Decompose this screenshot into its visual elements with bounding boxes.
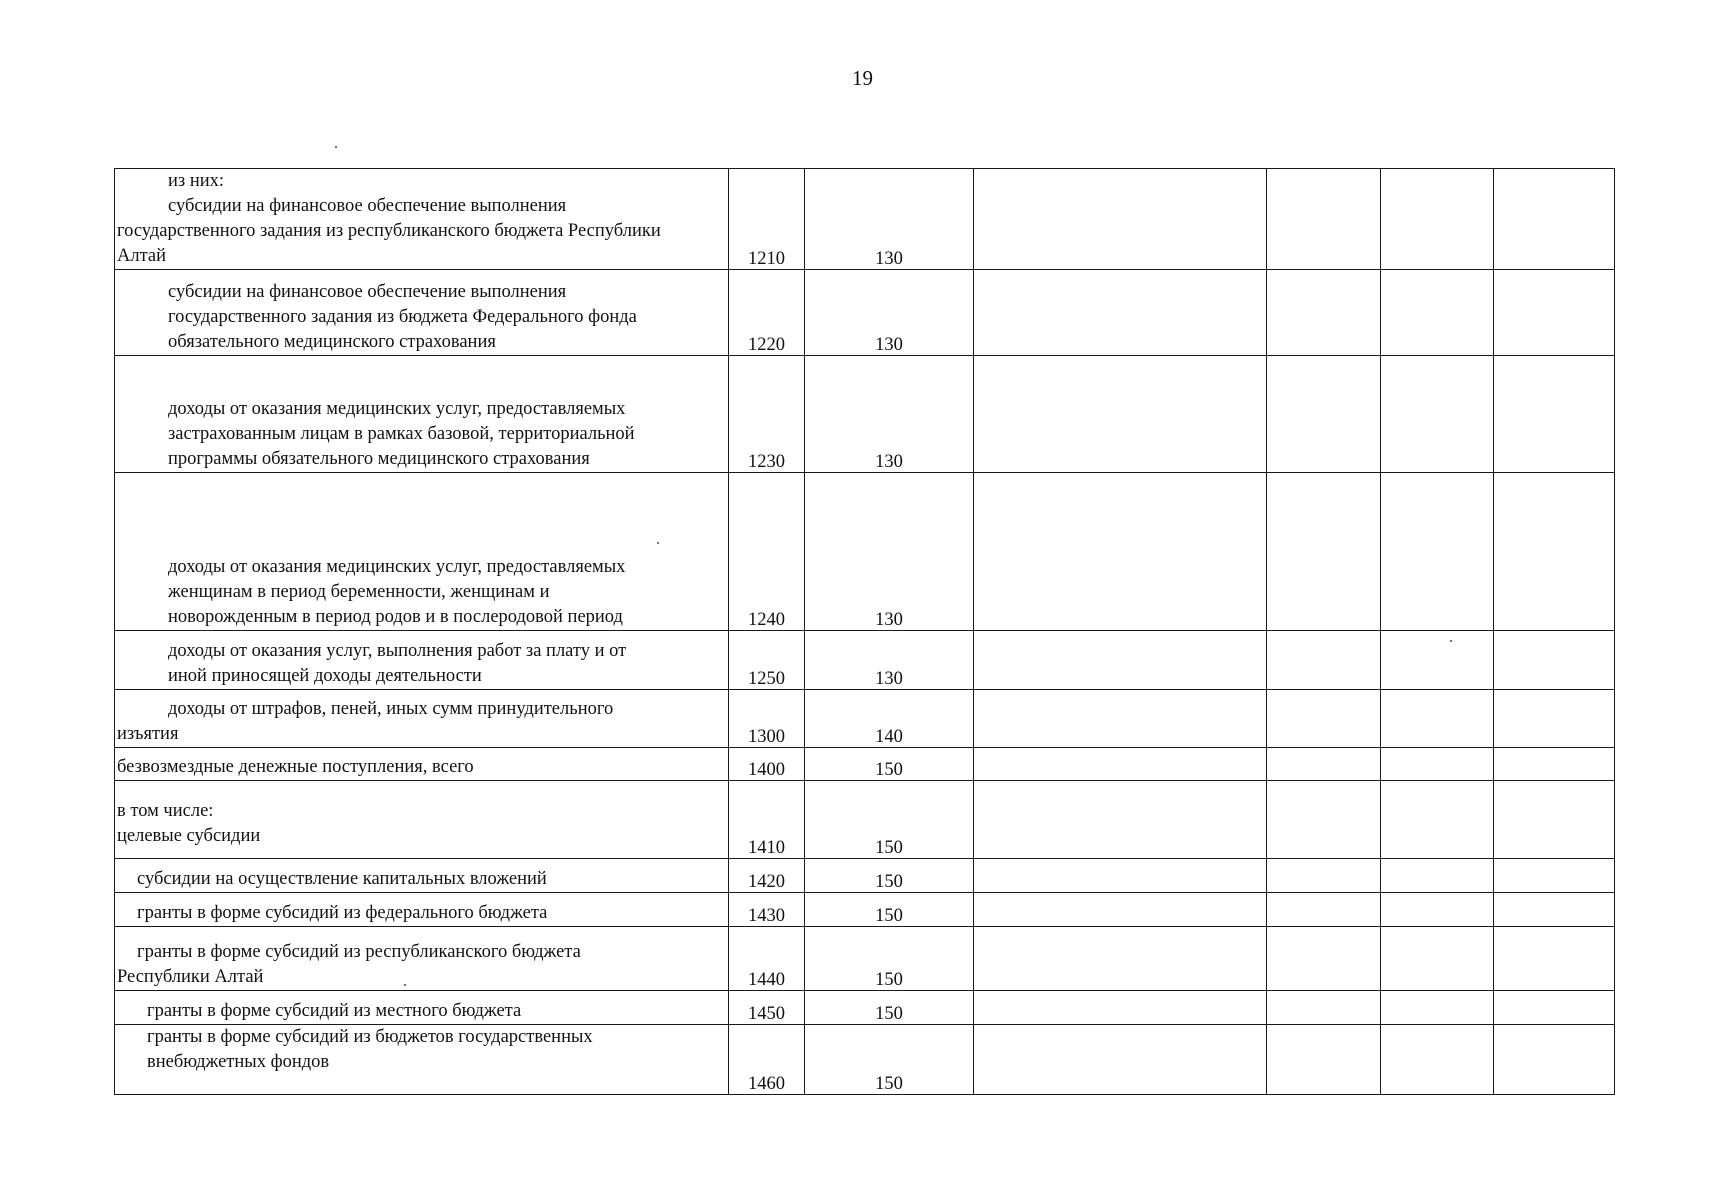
empty-cell — [1267, 781, 1381, 859]
empty-cell — [974, 991, 1267, 1025]
row-kosgu-code: 150 — [805, 927, 974, 991]
empty-cell — [1494, 859, 1615, 893]
empty-cell — [1267, 473, 1381, 631]
page-number: 19 — [852, 66, 873, 90]
empty-cell — [974, 690, 1267, 748]
row-description: из них: субсидии на финансовое обеспечение выполнения государственного задания из республиканского бюджета Республики Алтай — [115, 169, 729, 270]
scan-speck — [335, 146, 337, 148]
empty-cell — [1494, 893, 1615, 927]
empty-cell — [974, 1025, 1267, 1095]
empty-cell — [974, 893, 1267, 927]
empty-cell — [1381, 270, 1494, 356]
empty-cell — [1494, 631, 1615, 690]
empty-cell — [974, 748, 1267, 781]
row-code: 1420 — [729, 859, 805, 893]
row-kosgu-code: 130 — [805, 169, 974, 270]
table-row — [115, 270, 1615, 356]
row-code: 1400 — [729, 748, 805, 781]
row-description: субсидии на осуществление капитальных вложений — [115, 859, 729, 893]
empty-cell — [1494, 690, 1615, 748]
row-kosgu-code: 140 — [805, 690, 974, 748]
table-row — [115, 748, 1615, 781]
row-code: 1440 — [729, 927, 805, 991]
empty-cell — [1381, 781, 1494, 859]
table-row — [115, 1025, 1615, 1095]
empty-cell — [974, 859, 1267, 893]
table-row — [115, 631, 1615, 690]
empty-cell — [1267, 270, 1381, 356]
empty-cell — [1267, 631, 1381, 690]
empty-cell — [974, 473, 1267, 631]
row-code: 1210 — [729, 169, 805, 270]
empty-cell — [1267, 859, 1381, 893]
table-row — [115, 356, 1615, 473]
empty-cell — [1267, 927, 1381, 991]
empty-cell — [974, 270, 1267, 356]
empty-cell — [1494, 356, 1615, 473]
empty-cell — [974, 781, 1267, 859]
row-kosgu-code: 150 — [805, 1025, 974, 1095]
row-code: 1460 — [729, 1025, 805, 1095]
empty-cell — [1494, 927, 1615, 991]
empty-cell — [974, 169, 1267, 270]
empty-cell — [1494, 748, 1615, 781]
row-kosgu-code: 150 — [805, 781, 974, 859]
table-row — [115, 859, 1615, 893]
empty-cell — [1267, 169, 1381, 270]
budget-income-table — [114, 168, 1615, 1095]
row-description: доходы от оказания медицинских услуг, предоставляемых женщинам в период беременности, женщинам и новорожденным в период родов и в послеродовой период — [115, 473, 729, 631]
empty-cell — [1494, 1025, 1615, 1095]
table-row — [115, 927, 1615, 991]
row-code: 1300 — [729, 690, 805, 748]
row-code: 1220 — [729, 270, 805, 356]
empty-cell — [1494, 991, 1615, 1025]
empty-cell — [974, 356, 1267, 473]
row-description: доходы от оказания услуг, выполнения работ за плату и от иной приносящей доходы деятельности — [115, 631, 729, 690]
table-row — [115, 893, 1615, 927]
row-description: субсидии на финансовое обеспечение выполнения государственного задания из бюджета Федерального фонда обязательного медицинского страхования — [115, 270, 729, 356]
empty-cell — [1381, 991, 1494, 1025]
row-code: 1430 — [729, 893, 805, 927]
row-description: безвозмездные денежные поступления, всего — [115, 748, 729, 781]
empty-cell — [1267, 893, 1381, 927]
table-row — [115, 690, 1615, 748]
table-row — [115, 781, 1615, 859]
row-description: гранты в форме субсидий из федерального бюджета — [115, 893, 729, 927]
row-kosgu-code: 130 — [805, 473, 974, 631]
empty-cell — [1494, 781, 1615, 859]
empty-cell — [1267, 356, 1381, 473]
row-code: 1230 — [729, 356, 805, 473]
empty-cell — [1381, 690, 1494, 748]
empty-cell — [1494, 270, 1615, 356]
empty-cell — [1381, 859, 1494, 893]
row-description: в том числе: целевые субсидии — [115, 781, 729, 859]
empty-cell — [1494, 169, 1615, 270]
empty-cell — [1267, 690, 1381, 748]
empty-cell — [1381, 927, 1494, 991]
table-row — [115, 169, 1615, 270]
empty-cell — [1267, 748, 1381, 781]
empty-cell — [974, 927, 1267, 991]
row-kosgu-code: 130 — [805, 356, 974, 473]
empty-cell — [1381, 631, 1494, 690]
row-kosgu-code: 150 — [805, 859, 974, 893]
empty-cell — [1381, 169, 1494, 270]
row-kosgu-code: 150 — [805, 991, 974, 1025]
empty-cell — [974, 631, 1267, 690]
empty-cell — [1381, 748, 1494, 781]
row-kosgu-code: 150 — [805, 748, 974, 781]
empty-cell — [1494, 473, 1615, 631]
row-kosgu-code: 130 — [805, 270, 974, 356]
row-code: 1410 — [729, 781, 805, 859]
row-code: 1450 — [729, 991, 805, 1025]
empty-cell — [1267, 991, 1381, 1025]
row-kosgu-code: 130 — [805, 631, 974, 690]
empty-cell — [1381, 473, 1494, 631]
empty-cell — [1381, 893, 1494, 927]
row-description: доходы от штрафов, пеней, иных сумм принудительного изъятия — [115, 690, 729, 748]
row-code: 1240 — [729, 473, 805, 631]
row-description: гранты в форме субсидий из местного бюджета — [115, 991, 729, 1025]
empty-cell — [1381, 356, 1494, 473]
empty-cell — [1267, 1025, 1381, 1095]
row-description: доходы от оказания медицинских услуг, предоставляемых застрахованным лицам в рамках базовой, территориальной программы обязательного медицинского страхования — [115, 356, 729, 473]
row-kosgu-code: 150 — [805, 893, 974, 927]
table-row — [115, 473, 1615, 631]
table-row — [115, 991, 1615, 1025]
row-description: гранты в форме субсидий из республиканского бюджета Республики Алтай — [115, 927, 729, 991]
row-description: гранты в форме субсидий из бюджетов государственных внебюджетных фондов — [115, 1025, 729, 1095]
row-code: 1250 — [729, 631, 805, 690]
empty-cell — [1381, 1025, 1494, 1095]
